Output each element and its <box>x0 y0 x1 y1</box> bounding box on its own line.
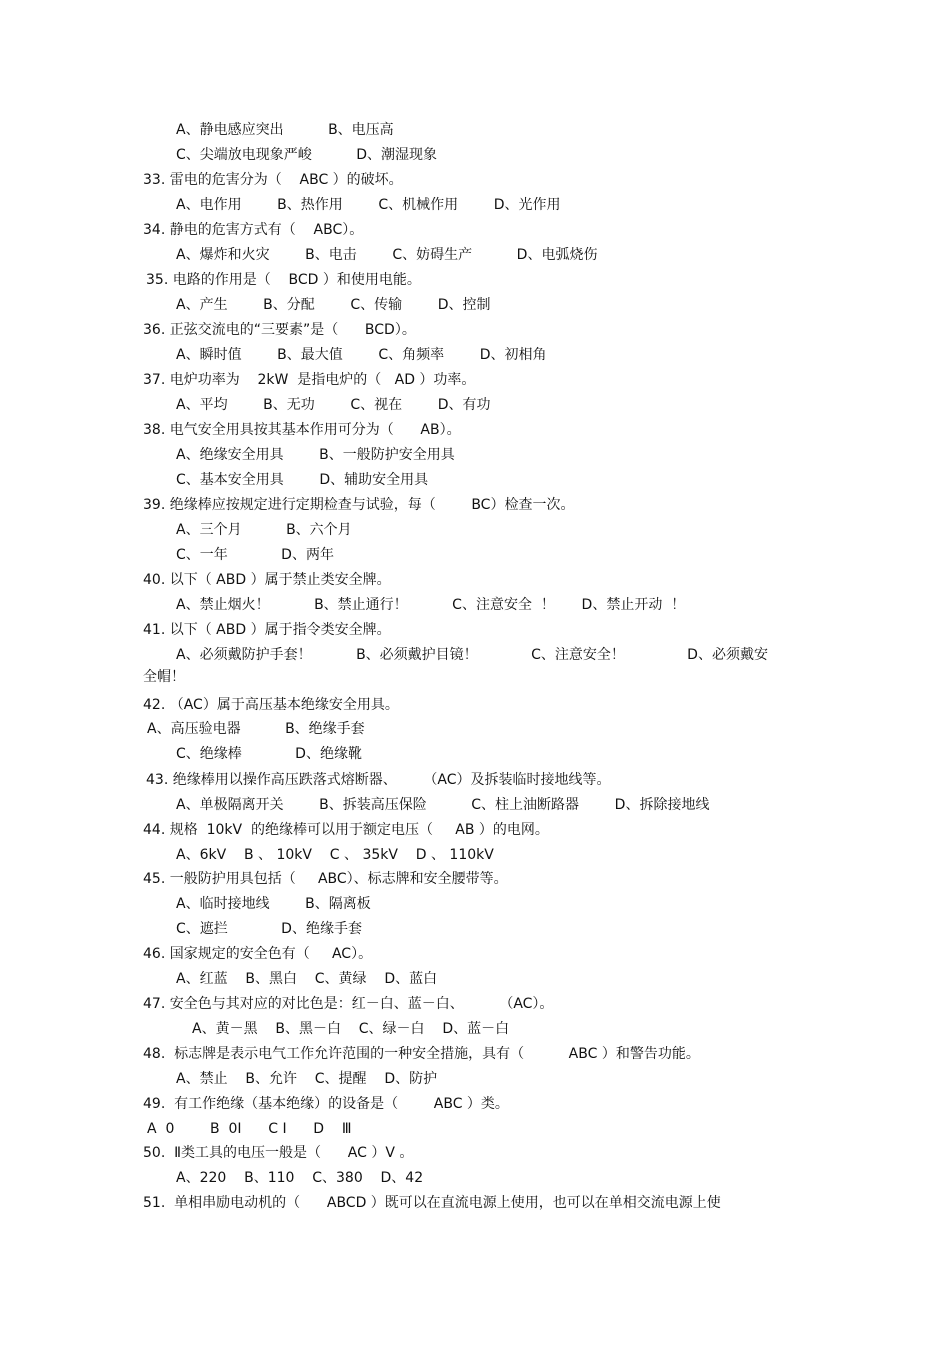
question-line: 38. 电气安全用具按其基本作用可分为（ AB）。 <box>143 422 461 438</box>
question-line: 49. 有工作绝缘（基本绝缘）的设备是（ ABC ）类。 <box>143 1096 509 1112</box>
question-line: 35. 电路的作用是（ BCD ）和使用电能。 <box>146 272 421 288</box>
option-line: A、单极隔离开关 B、拆装高压保险 C、柱上油断路器 D、拆除接地线 <box>176 797 710 813</box>
question-line: 36. 正弦交流电的“三要素”是（ BCD）。 <box>143 322 416 338</box>
option-line: A、产生 B、分配 C、传输 D、控制 <box>176 297 491 313</box>
question-line: 51. 单相串励电动机的（ ABCD ）既可以在直流电源上使用，也可以在单相交流电源上使 <box>143 1195 721 1211</box>
option-line: C、基本安全用具 D、辅助安全用具 <box>176 472 429 488</box>
option-line: A、必须戴防护手套！ B、必须戴护目镜！ C、注意安全！ D、必须戴安 <box>176 647 768 663</box>
option-line: C、一年 D、两年 <box>176 547 334 563</box>
question-line: 44. 规格 10kV 的绝缘棒可以用于额定电压（ AB ）的电网。 <box>143 822 549 838</box>
option-line-continued: 全帽！ <box>143 669 185 685</box>
option-line: A、静电感应突出 B、电压高 <box>176 122 394 138</box>
question-line: 46. 国家规定的安全色有（ AC）。 <box>143 946 373 962</box>
option-line: A、爆炸和火灾 B、电击 C、妨碍生产 D、电弧烧伤 <box>176 247 598 263</box>
option-line: A、绝缘安全用具 B、一般防护安全用具 <box>176 447 455 463</box>
question-line: 39. 绝缘棒应按规定进行定期检查与试验，每（ BC）检查一次。 <box>143 497 575 513</box>
option-line: A、平均 B、无功 C、视在 D、有功 <box>176 397 491 413</box>
option-line: A 0 B 0I C I D Ⅲ <box>147 1121 352 1137</box>
option-line: A、禁止 B、允许 C、提醒 D、防护 <box>176 1071 438 1087</box>
option-line: A、瞬时值 B、最大值 C、角频率 D、初相角 <box>176 347 547 363</box>
question-line: 48. 标志牌是表示电气工作允许范围的一种安全措施，具有（ ABC ）和警告功能。 <box>143 1046 700 1062</box>
option-line: A、禁止烟火！ B、禁止通行！ C、注意安全 ！ D、禁止开动 ！ <box>176 597 686 613</box>
question-line: 43. 绝缘棒用以操作高压跌落式熔断器、 （AC）及拆装临时接地线等。 <box>146 772 611 788</box>
option-line: A、6kV B 、 10kV C 、 35kV D 、 110kV <box>176 847 494 863</box>
question-line: 45. 一般防护用具包括（ ABC）、标志牌和安全腰带等。 <box>143 871 508 887</box>
option-line: A、黄－黑 B、黑－白 C、绿－白 D、蓝－白 <box>192 1021 510 1037</box>
question-line: 37. 电炉功率为 2kW 是指电炉的（ AD ）功率。 <box>143 372 476 388</box>
question-line: 41. 以下（ ABD ）属于指令类安全牌。 <box>143 622 391 638</box>
option-line: A、红蓝 B、黑白 C、黄绿 D、蓝白 <box>176 971 438 987</box>
question-line: 50. Ⅱ类工具的电压一般是（ AC ）V 。 <box>143 1145 414 1161</box>
question-line: 33. 雷电的危害分为（ ABC ）的破坏。 <box>143 172 403 188</box>
option-line: A、220 B、110 C、380 D、42 <box>176 1170 424 1186</box>
option-line: A、三个月 B、六个月 <box>176 522 352 538</box>
option-line: C、遮拦 D、绝缘手套 <box>176 921 362 937</box>
question-line: 34. 静电的危害方式有（ ABC）。 <box>143 222 364 238</box>
option-line: A、临时接地线 B、隔离板 <box>176 896 371 912</box>
option-line: A、高压验电器 B、绝缘手套 <box>147 721 365 737</box>
question-line: 42. （AC）属于高压基本绝缘安全用具。 <box>143 697 399 713</box>
question-line: 47. 安全色与其对应的对比色是：红－白、蓝－白、 （AC）。 <box>143 996 554 1012</box>
option-line: C、绝缘棒 D、绝缘靴 <box>176 746 362 762</box>
option-line: A、电作用 B、热作用 C、机械作用 D、光作用 <box>176 197 561 213</box>
question-line: 40. 以下（ ABD ）属于禁止类安全牌。 <box>143 572 391 588</box>
option-line: C、尖端放电现象严峻 D、潮湿现象 <box>176 147 438 163</box>
